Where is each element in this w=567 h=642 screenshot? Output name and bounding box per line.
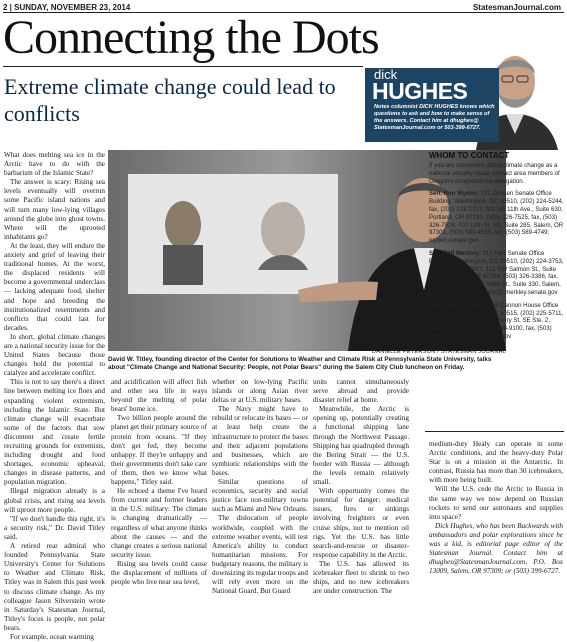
paragraph: The Navy might have to rebuild or relocate its bases — or at least help create the infrastructure to protect the bases and their adjacent populations and businesses, which are symbiotic relationships with the bases. — [212, 405, 308, 477]
paragraph: Meanwhile, the Arctic is opening up, potentially creating a functional shipping lane through the Northwest Passage. Shipping has quadrupled through the Bering Strait — the U.S. border with Russia — although the levels remain relatively small. — [313, 405, 409, 487]
publication-name: StatesmanJournal.com — [472, 3, 561, 12]
story-headline: Extreme climate change could lead to conflicts — [4, 74, 336, 126]
masthead-rule — [3, 66, 363, 67]
article-column-3 — [212, 378, 308, 596]
contact-name: Sen. Jeff Merkley: — [429, 249, 481, 257]
paragraph: whether on low-lying Pacific islands or along Asian river deltas or at U.S. military bases. — [212, 378, 308, 405]
paragraph: medium-duty Healy can operate in some Arctic conditions, and the heavy-duty Polar Star is on a mission in the Antarctic. In contrast, Russia has more than 30 icebreakers, with more being built. — [429, 440, 563, 485]
page-date: 2 | SUNDAY, NOVEMBER 23, 2014 — [3, 3, 131, 12]
paragraph: units cannot simultaneously serve abroad and provide disaster relief at home. — [313, 378, 409, 405]
contact-sidebar — [429, 162, 564, 346]
section-masthead: Connecting the Dots — [3, 11, 379, 64]
paragraph: He echoed a theme I've heard from current and former leaders in the U.S. military: The climate is changing dramatically — regardless of what anyone thinks about the causes — and the change creates a serious national security issue. — [111, 487, 207, 559]
contact-entry — [429, 302, 564, 341]
paragraph: For example, ocean warming — [10, 632, 94, 641]
author-bio: Dick Hughes, who has been Backwards with ambassadors and polar explorations since he was a kid, is editorial page editor of the Statesman Journal. Contact him at dhughes@StatesmanJournal.com, P.O. Box 13009, Salem, OR 97309; or (503) 399-6727. — [429, 521, 563, 576]
article-column-5 — [429, 440, 563, 584]
contact-name: Rep. Kurt Schrader: — [429, 301, 487, 309]
paragraph: The dislocation of people worldwide, coupled with the extreme weather events, will test America's ability to conduct humanitarian missions. For budgetary reasons, the military is downsizing its regular troops and will rely even more on the National Guard. But Guard — [212, 514, 308, 596]
contact-details: 221 Dirksen Senate Office Building, Washington, DC 20510, (202) 224-5244, fax, (202) 228-2717; 911 NE 11th Ave., Suite 630, Portland, OR 97232, (503) 326-7525, fax, (503) 326-7528; 707 13th St. SE, Suite 285, Salem, OR 97301, (503) 589-4555, fax, (503) 589-4749; wyden.senate.gov — [429, 190, 564, 245]
paragraph: The U.S. has allowed its icebreaker fleet to shrink to two ships, and no new icebreakers are under construction. The — [313, 559, 409, 596]
paragraph: Will the U.S. cede the Arctic to Russia in the same way we now depend on Russian rockets to send our astronauts and supplies into space? — [429, 485, 563, 521]
contact-details: 108 Cannon House Office Building, Washington, DC 20515, (202) 225-5711, fax, (202) 225-5699; 544 Ferry St. SE Ste. 2, Salem, OR 97301, (503) 588-9100, fax, (503) 588-5517; schrader.house.gov — [429, 301, 564, 340]
article-column-4 — [313, 378, 409, 596]
sidebar-intro: If you are concerned about climate change as a national security issue, contact area members of Oregon's congressional delegation. — [429, 162, 560, 185]
contact-entry — [429, 190, 564, 245]
paragraph: A retired rear admiral who founded Pennsylvania State University's Center for Solutions to Weather and Climate Risk, Titley was in Salem this past week to discuss climate change. As my colleague Jason Silverstein wrote in Saturday's Statesman Journal, Titley's focus is people, not polar bears. — [4, 542, 105, 632]
paragraph: Illegal migration already is a global crisis, and rising sea levels will uproot more people. — [4, 487, 105, 514]
paragraph: At the least, they will endure the anxiety and grief of leaving their traditional homes. At the worst, the displaced residents will become a governmental underclass — lacking adequate food, shelter and hope and breeding the institutionalized resentments and conflicts that could last for decades. — [4, 241, 105, 332]
columnist-first-name: dick — [374, 67, 398, 82]
article-column-1 — [4, 151, 105, 641]
paragraph: In short, global climate changes are a national security issue for the United States because those changes hold the potential to catalyze and accelerate conflict. — [4, 332, 105, 378]
sidebar-divider — [425, 431, 564, 432]
paragraph: The answer is scary: Rising sea levels eventually will overrun some Pacific island nations and will turn many low-lying villages around the globe into ghost towns. Where will the uprooted inhabitants go? — [4, 178, 105, 241]
article-column-2 — [111, 378, 207, 587]
paragraph: This is not to say there's a direct line between melting ice floes and expanding violent extremism, including the Islamic State. But climate change will exacerbate some of the factors that sow discontent and create fertile recruiting grounds for extremists, including drought and food shortages, economic upheaval, changes in disease patterns, and population migration. — [4, 378, 105, 487]
paragraph: Two billion people around the planet get their primary source of protein from oceans. "If they don't get fed, they become unhappy. If they're unhappy and their governments don't take care of them, then we know what happens," Titley said. — [111, 414, 207, 487]
paragraph: Rising sea levels could cause the displacement of millions of people who live near sea level, — [111, 559, 207, 587]
contact-name: Sen. Ron Wyden: — [429, 190, 479, 198]
paragraph: "If we don't handle this right, it's a security risk," Dr. David Titley said. — [4, 514, 105, 541]
paragraph: Similar questions of economics, security and social justice face non-military towns such as Miami and New Orleans. — [212, 478, 308, 514]
columnist-description: Notes columnist DICK HUGHES knows which questions to ask and how to make sense of the answers. Contact him at dhughes@ StatesmanJournal.com or 503-399-6727. — [374, 104, 495, 131]
sidebar-title: WHOM TO CONTACT — [429, 151, 510, 160]
paragraph: and acidification will affect fish and other sea life in ways beyond the melting of polar bears' home ice. — [111, 378, 207, 414]
contact-details: 313 Hart Senate Office Building, Washington, DC 20510, (202) 224-3753, fax, (202) 228-3997; 121 SW Salmon St., Suite 1400, Portland, OR 97204, (503) 326-3386, fax, (503) 326-2900; 495 State St., Suite 330, Salem, OR 97301, (503) 362-8102; merkley.senate.gov — [429, 249, 564, 296]
photo-caption: David W. Titley, founding director of the Center for Solutions to Weather and Climate Risk at Pennsylvania State University, talks about "Climate Change and National Security: People, not Polar Bears" during the Salem City Club luncheon on Friday. — [108, 356, 492, 371]
paragraph: With opportunity comes the potential for danger: medical issues, fires or sinkings involving freighters or even cruise ships, not to mention oil rigs. Yet the U.S. has little search-and-rescue or disaster-response capability in the Arctic. — [313, 487, 409, 559]
photo-credit: DANIELLE PETERSON / STATESMAN JOURNAL — [372, 349, 507, 355]
contact-entry — [429, 250, 564, 297]
paragraph: What does melting sea ice in the Arctic have to do with the barbarism of the Islamic State? — [4, 151, 105, 178]
columnist-last-name: HUGHES — [372, 78, 468, 104]
